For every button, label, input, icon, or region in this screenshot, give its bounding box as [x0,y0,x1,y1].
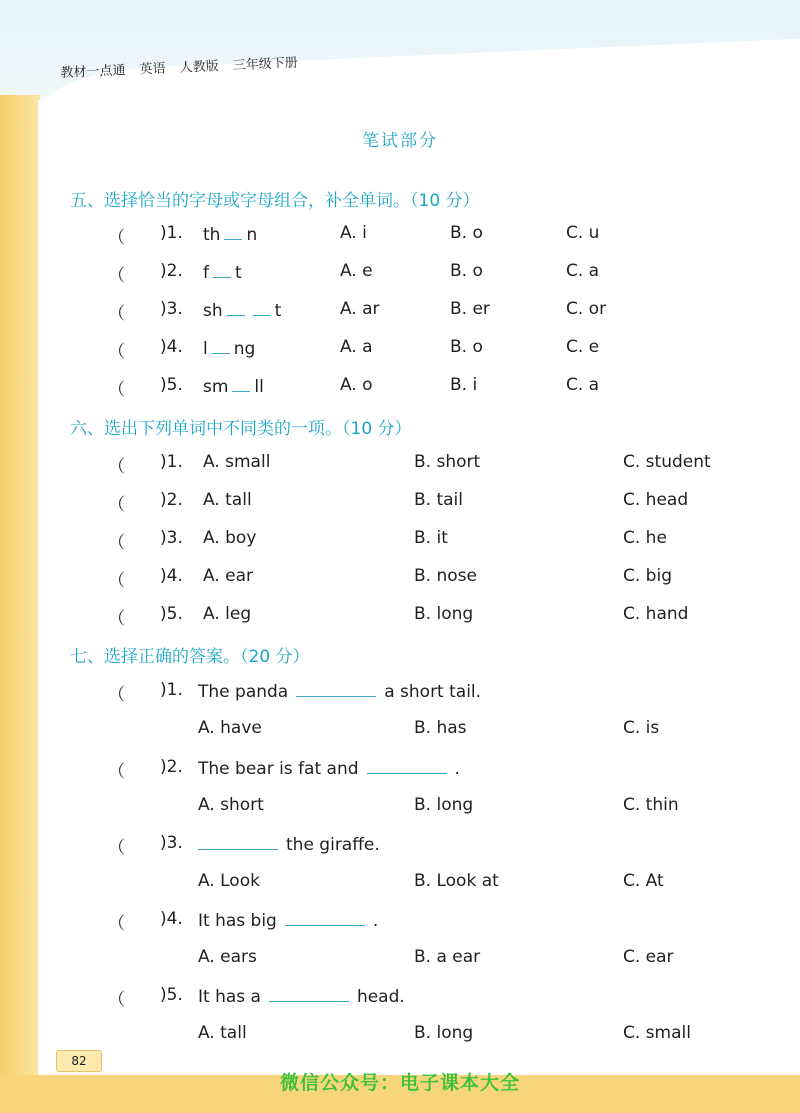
page-sheet-body [38,100,800,1085]
answer-paren: （ [108,838,125,858]
watermark: 微信公众号：电子课本大全 [279,1072,520,1094]
answer-blank [367,757,447,774]
answer-paren: （ [108,990,125,1010]
option-a: A. leg [203,604,252,624]
sentence-end: a short tail. [384,682,482,702]
question-number: )4. [160,337,183,357]
subject-name: 英语 [139,61,166,78]
page-number: 82 [56,1050,102,1072]
sentence-start: The panda [198,682,289,702]
sentence-start: It has a [198,987,261,1007]
option-a: A. Look [198,871,260,891]
option-a: A. boy [203,528,257,548]
book-name: 教材一点通 [60,63,126,81]
question-number: )5. [160,375,183,395]
answer-paren: （ [108,457,125,477]
option-c: C. he [623,528,667,548]
answer-paren: （ [108,304,125,324]
option-c: C. u [566,223,600,243]
question-sentence [198,833,380,855]
answer-blank [269,985,349,1002]
answer-paren: （ [108,762,125,782]
word-prefix: f [203,263,209,283]
question-number: )5. [160,985,183,1005]
question-number: )1. [160,680,183,700]
word-prefix: sm [203,377,229,397]
option-b: B. a ear [414,947,481,967]
sentence-end: . [454,759,460,779]
option-c: C. is [623,718,660,738]
option-c: C. student [623,452,711,472]
option-c: C. thin [623,795,679,815]
answer-paren: （ [108,914,125,934]
question-number: )2. [160,261,183,281]
option-c: C. or [566,299,607,319]
word-prefix: l [203,339,208,359]
option-b: B. has [414,718,467,738]
sentence-end: head. [356,987,405,1007]
question-sentence [198,909,378,931]
word-with-blank [203,223,257,245]
section-heading: 五、选择恰当的字母或字母组合，补全单词。（10 分） [70,191,480,211]
option-a: A. ar [340,299,380,319]
word-suffix: ll [254,377,264,397]
answer-paren: （ [108,533,125,553]
option-c: C. hand [623,604,689,624]
word-suffix: t [235,263,242,283]
option-b: B. o [450,261,483,281]
option-a: A. i [340,223,367,243]
sentence-end: the giraffe. [286,835,380,855]
word-suffix: t [274,301,282,321]
letter-blank [253,299,271,316]
option-b: B. nose [414,566,477,586]
sentence-start: The bear is fat and [198,759,359,779]
option-c: C. small [623,1023,691,1043]
letter-blank [227,299,245,316]
question-number: )4. [160,909,183,929]
edition-name: 人教版 [179,59,220,76]
option-b: B. long [414,604,474,624]
answer-blank [285,909,365,926]
question-number: )2. [160,757,183,777]
option-a: A. ear [203,566,254,586]
option-c: C. ear [623,947,674,967]
option-c: C. a [566,375,600,395]
word-with-blank [203,375,264,397]
option-c: C. e [566,337,600,357]
option-a: A. ears [198,947,257,967]
letter-blank [212,337,230,354]
word-with-blank [203,337,255,359]
answer-paren: （ [108,495,125,515]
answer-paren: （ [108,228,125,248]
word-prefix: sh [203,301,223,321]
option-b: B. it [414,528,448,548]
sentence-end: . [372,911,379,931]
option-a: A. o [340,375,373,395]
question-number: )3. [160,528,183,548]
option-b: B. o [450,337,483,357]
option-a: A. tall [198,1023,247,1043]
option-a: A. e [340,261,373,281]
question-number: )2. [160,490,183,510]
answer-paren: （ [108,380,125,400]
word-suffix: n [246,225,258,245]
word-with-blank [203,261,242,283]
answer-blank [296,680,376,697]
option-c: C. head [623,490,689,510]
option-c: C. At [623,871,664,891]
section-heading: 七、选择正确的答案。（20 分） [70,647,310,667]
question-number: )4. [160,566,183,586]
answer-paren: （ [108,685,125,705]
option-a: A. have [198,718,262,738]
word-with-blank [203,299,281,321]
question-number: )1. [160,223,183,243]
question-sentence [198,985,405,1007]
option-b: B. o [450,223,483,243]
word-suffix: ng [233,339,256,359]
answer-paren: （ [108,609,125,629]
option-b: B. er [450,299,490,319]
question-number: )1. [160,452,183,472]
page-stack-edge [0,95,40,1113]
question-sentence [198,680,481,702]
option-c: C. a [566,261,600,281]
option-b: B. Look at [414,871,499,891]
question-sentence [198,757,460,779]
word-prefix: th [203,225,221,245]
grade-name: 三年级下册 [232,55,299,74]
answer-paren: （ [108,571,125,591]
answer-paren: （ [108,342,125,362]
answer-blank [198,833,278,850]
option-a: A. a [340,337,373,357]
letter-blank [224,223,242,240]
question-number: )5. [160,604,183,624]
option-a: A. small [203,452,271,472]
answer-paren: （ [108,266,125,286]
option-b: B. i [450,375,478,395]
option-a: A. short [198,795,264,815]
letter-blank [213,261,231,278]
option-c: C. big [623,566,672,586]
question-number: )3. [160,299,183,319]
option-a: A. tall [203,490,252,510]
sentence-start: It has big [198,911,277,931]
letter-blank [232,375,250,392]
option-b: B. tail [414,490,463,510]
option-b: B. long [414,1023,474,1043]
option-b: B. short [414,452,481,472]
section-heading: 六、选出下列单词中不同类的一项。（10 分） [70,419,412,439]
option-b: B. long [414,795,474,815]
question-number: )3. [160,833,183,853]
page-title: 笔试部分 [362,131,438,151]
